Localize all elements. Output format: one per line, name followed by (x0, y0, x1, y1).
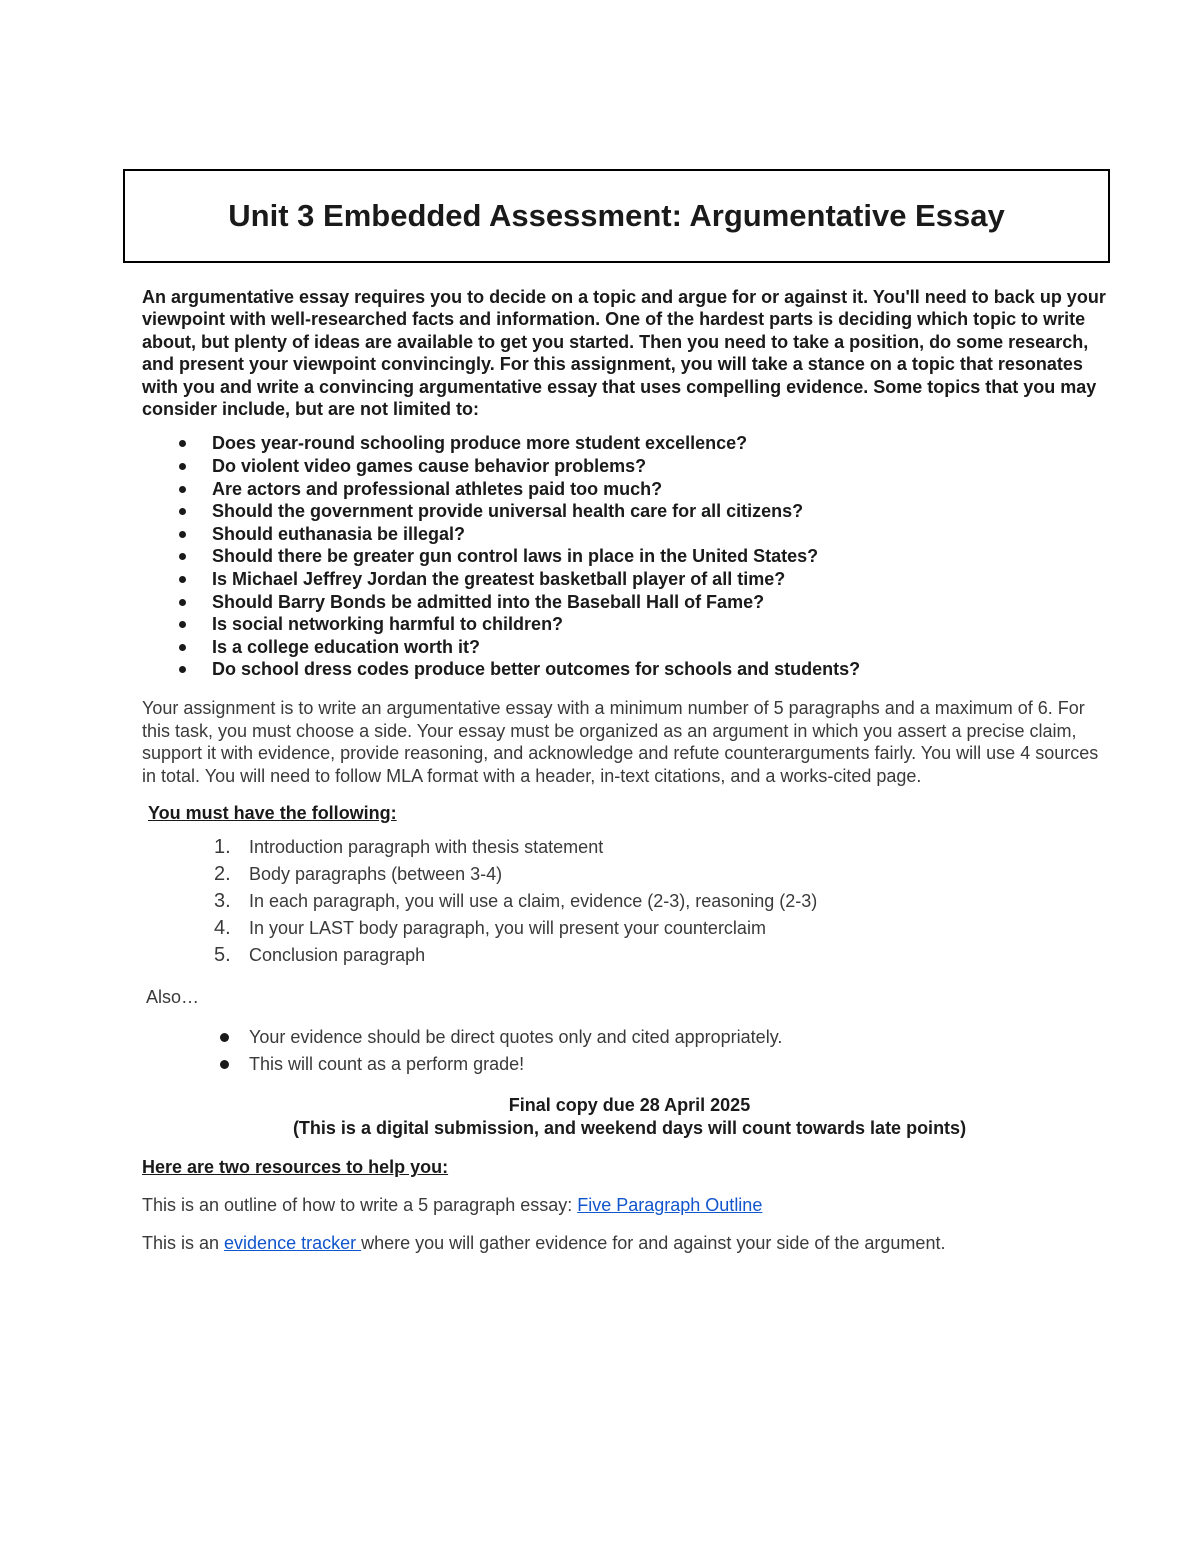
bullet-icon (179, 576, 186, 583)
bullet-icon (220, 1033, 229, 1042)
bullet-icon (179, 440, 186, 447)
bullet-icon (179, 553, 186, 560)
bullet-icon (179, 644, 186, 651)
topic-list (142, 432, 1117, 681)
topic-item (142, 658, 1117, 681)
topic-item (142, 455, 1117, 478)
requirement-number: 2. (214, 863, 231, 886)
topic-text: Is a college education worth it? (212, 636, 481, 657)
topic-item (142, 545, 1117, 568)
notes-list (142, 1024, 1117, 1078)
five-paragraph-outline-link[interactable]: Five Paragraph Outline (577, 1195, 763, 1216)
bullet-icon (179, 599, 186, 606)
topic-text: Do violent video games cause behavior problems? (212, 456, 647, 477)
resource-outline-text: This is an outline of how to write a 5 paragraph essay: (142, 1195, 578, 1216)
resource-outline-line (142, 1195, 1117, 1216)
requirements-heading: You must have the following: (148, 803, 397, 824)
submission-note: (This is a digital submission, and weekend days will count towards late points) (292, 1118, 967, 1139)
topic-item (142, 500, 1117, 523)
requirement-text: In your LAST body paragraph, you will present your counterclaim (249, 918, 766, 939)
requirement-number: 5. (214, 944, 231, 967)
topic-item (142, 613, 1117, 636)
bullet-icon (179, 621, 186, 628)
document-body (142, 286, 1117, 1254)
bullet-icon (179, 531, 186, 538)
requirement-item (142, 861, 1117, 888)
topic-text: Do school dress codes produce better outcomes for schools and students? (212, 659, 861, 680)
topic-item (142, 432, 1117, 455)
requirements-list (142, 834, 1117, 969)
due-date-block (142, 1094, 1117, 1140)
due-date: Final copy due 28 April 2025 (508, 1095, 751, 1116)
topic-text: Should Barry Bonds be admitted into the Baseball Hall of Fame? (212, 591, 765, 612)
requirement-item (142, 942, 1117, 969)
note-text: Your evidence should be direct quotes only and cited appropriately. (249, 1027, 783, 1048)
also-label: Also… (146, 987, 200, 1008)
bullet-icon (179, 666, 186, 673)
resources-heading: Here are two resources to help you: (142, 1157, 449, 1178)
evidence-tracker-link[interactable]: evidence tracker (224, 1233, 362, 1254)
topic-text: Are actors and professional athletes paid too much? (212, 478, 663, 499)
requirement-item (142, 915, 1117, 942)
topic-text: Does year-round schooling produce more student excellence? (212, 433, 748, 454)
resource-tracker-suffix: where you will gather evidence for and against your side of the argument. (361, 1233, 946, 1254)
topic-text: Should the government provide universal health care for all citizens? (212, 501, 804, 522)
intro-paragraph: An argumentative essay requires you to decide on a topic and argue for or against it. You'll need to back up your viewpoint with well-researched facts and information. One of the hardest parts is deciding which topic to write about, but plenty of ideas are available to get you started. Then you need to take a position, do some research, and present your viewpoint convincingly. For this assignment, you will take a stance on a topic that resonates with you and write a convincing argumentative essay that uses compelling evidence. Some topics that you may consider include, but are not limited to: (142, 287, 1106, 420)
resource-tracker-line (142, 1233, 1117, 1254)
bullet-icon (179, 508, 186, 515)
bullet-icon (179, 463, 186, 470)
bullet-icon (179, 486, 186, 493)
topic-item (142, 478, 1117, 501)
requirement-item (142, 888, 1117, 915)
note-text: This will count as a perform grade! (249, 1054, 525, 1075)
requirement-number: 4. (214, 917, 231, 940)
requirement-number: 1. (214, 836, 231, 859)
topic-text: Is Michael Jeffrey Jordan the greatest basketball player of all time? (212, 569, 786, 589)
requirement-number: 3. (214, 890, 231, 913)
note-item (142, 1051, 1117, 1078)
note-item (142, 1024, 1117, 1051)
requirement-text: Body paragraphs (between 3-4) (249, 864, 503, 885)
topic-item (142, 523, 1117, 546)
page-title: Unit 3 Embedded Assessment: Argumentative Essay (228, 198, 1005, 233)
requirement-item (142, 834, 1117, 861)
resource-tracker-prefix: This is an (142, 1233, 225, 1254)
topic-item (142, 568, 1117, 591)
assignment-paragraph: Your assignment is to write an argumentative essay with a minimum number of 5 paragraphs and a maximum of 6. For this task, you must choose a side. Your essay must be organized as an argument in which you assert a precise claim, support it with evidence, provide reasoning, and acknowledge and refute counterarguments fairly. You will use 4 sources in total. You will need to follow MLA format with a header, in-text citations, and a works-cited page. (142, 697, 1099, 786)
topic-item (142, 591, 1117, 614)
bullet-icon (220, 1060, 229, 1069)
title-box (123, 169, 1110, 263)
requirement-text: Conclusion paragraph (249, 945, 426, 966)
requirement-text: Introduction paragraph with thesis statement (249, 837, 604, 858)
topic-text: Should there be greater gun control laws in place in the United States? (212, 546, 819, 567)
requirement-text: In each paragraph, you will use a claim, evidence (2-3), reasoning (2-3) (249, 891, 818, 912)
topic-text: Should euthanasia be illegal? (212, 523, 466, 544)
topic-item (142, 636, 1117, 659)
topic-text: Is social networking harmful to children? (212, 614, 564, 635)
